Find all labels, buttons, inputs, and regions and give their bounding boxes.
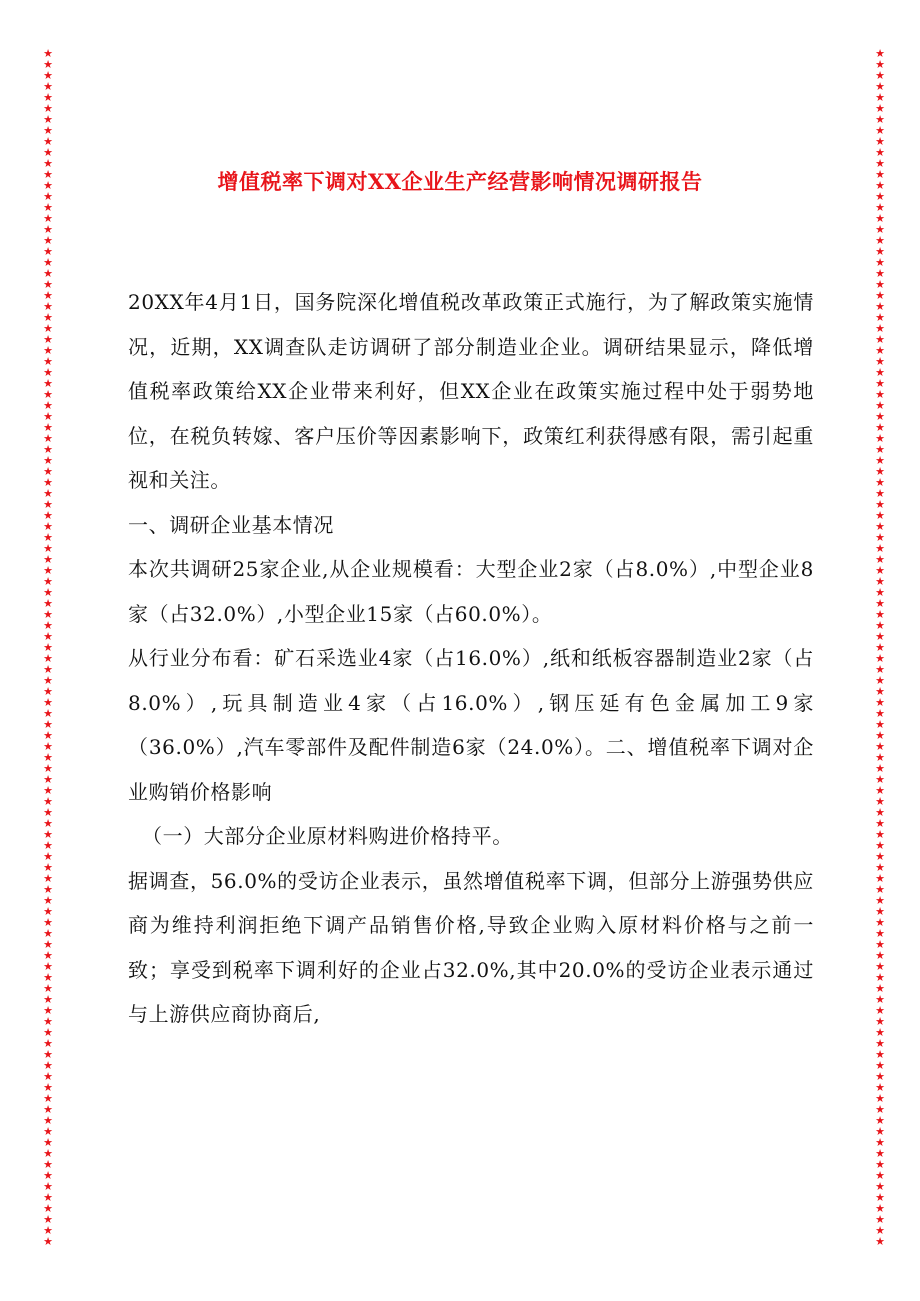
star-icon: ★ — [875, 443, 885, 456]
star-icon: ★ — [875, 949, 885, 962]
star-icon: ★ — [875, 1235, 885, 1248]
star-icon: ★ — [43, 1158, 53, 1171]
intro-paragraph: 20XX年4月1日，国务院深化增值税改革政策正式施行，为了解政策实施情况，近期，XX调查队走访调研了部分制造业企业。调研结果显示，降低增值税率政策给XX企业带来利好，但XX企业在政策实施过程中处于弱势地位，在税负转嫁、客户压价等因素影响下，政策红利获得感有限，需引起重视和关注。 — [128, 290, 814, 492]
star-icon: ★ — [875, 520, 885, 533]
star-icon: ★ — [875, 1070, 885, 1083]
star-icon: ★ — [875, 1114, 885, 1127]
star-icon: ★ — [43, 718, 53, 731]
star-icon: ★ — [43, 245, 53, 258]
star-icon: ★ — [875, 168, 885, 181]
star-icon: ★ — [43, 630, 53, 643]
star-icon: ★ — [43, 300, 53, 313]
star-icon: ★ — [875, 850, 885, 863]
star-icon: ★ — [43, 883, 53, 896]
star-icon: ★ — [43, 773, 53, 786]
star-icon: ★ — [875, 542, 885, 555]
star-icon: ★ — [43, 762, 53, 775]
star-icon: ★ — [43, 1037, 53, 1050]
star-icon: ★ — [43, 1015, 53, 1028]
star-icon: ★ — [875, 1191, 885, 1204]
star-icon: ★ — [875, 718, 885, 731]
document-title: 增值税率下调对XX企业生产经营影响情况调研报告 — [217, 169, 703, 194]
star-icon: ★ — [875, 1213, 885, 1226]
star-icon: ★ — [875, 1103, 885, 1116]
star-icon: ★ — [43, 619, 53, 632]
star-icon: ★ — [43, 608, 53, 621]
star-icon: ★ — [43, 1114, 53, 1127]
star-icon: ★ — [43, 410, 53, 423]
right-star-border — [874, 48, 886, 1254]
star-icon: ★ — [875, 784, 885, 797]
star-icon: ★ — [43, 322, 53, 335]
star-icon: ★ — [875, 146, 885, 159]
star-icon: ★ — [43, 564, 53, 577]
star-icon: ★ — [43, 905, 53, 918]
star-icon: ★ — [875, 421, 885, 434]
star-icon: ★ — [43, 663, 53, 676]
star-icon: ★ — [875, 388, 885, 401]
star-icon: ★ — [875, 245, 885, 258]
star-icon: ★ — [43, 586, 53, 599]
star-icon: ★ — [43, 1147, 53, 1160]
star-icon: ★ — [875, 267, 885, 280]
star-icon: ★ — [43, 575, 53, 588]
star-icon: ★ — [875, 861, 885, 874]
star-icon: ★ — [875, 1037, 885, 1050]
star-icon: ★ — [875, 971, 885, 984]
star-icon: ★ — [43, 740, 53, 753]
star-icon: ★ — [875, 938, 885, 951]
star-icon: ★ — [43, 476, 53, 489]
star-icon: ★ — [43, 707, 53, 720]
star-icon: ★ — [875, 1136, 885, 1149]
star-icon: ★ — [875, 223, 885, 236]
star-icon: ★ — [875, 91, 885, 104]
star-icon: ★ — [875, 795, 885, 808]
star-icon: ★ — [43, 729, 53, 742]
star-icon: ★ — [43, 1070, 53, 1083]
star-icon: ★ — [43, 993, 53, 1006]
star-icon: ★ — [43, 179, 53, 192]
star-icon: ★ — [43, 751, 53, 764]
section-heading-1: 一、调研企业基本情况 — [128, 512, 334, 537]
star-icon: ★ — [43, 1059, 53, 1072]
star-icon: ★ — [875, 674, 885, 687]
star-icon: ★ — [43, 1048, 53, 1061]
star-icon: ★ — [875, 135, 885, 148]
star-icon: ★ — [875, 586, 885, 599]
star-icon: ★ — [43, 212, 53, 225]
star-icon: ★ — [875, 740, 885, 753]
star-icon: ★ — [43, 168, 53, 181]
star-icon: ★ — [875, 1180, 885, 1193]
star-icon: ★ — [875, 377, 885, 390]
star-icon: ★ — [43, 487, 53, 500]
star-icon: ★ — [43, 1081, 53, 1094]
star-icon: ★ — [875, 201, 885, 214]
industry-distribution-paragraph: 从行业分布看：矿石采选业4家（占16.0%）,纸和纸板容器制造业2家（占8.0%）,玩具制造业4家（占16.0%）,钢压延有色金属加工9家（36.0%）,汽车零部件及配件制造6家（24.0%）。二、增值税率下调对企业购销价格影响 — [128, 646, 814, 804]
left-star-border — [42, 48, 54, 1254]
star-icon: ★ — [43, 91, 53, 104]
star-icon: ★ — [43, 531, 53, 544]
star-icon: ★ — [43, 267, 53, 280]
star-icon: ★ — [875, 564, 885, 577]
star-icon: ★ — [43, 641, 53, 654]
star-icon: ★ — [875, 410, 885, 423]
star-icon: ★ — [875, 960, 885, 973]
star-icon: ★ — [43, 223, 53, 236]
star-icon: ★ — [875, 1004, 885, 1017]
star-icon: ★ — [43, 872, 53, 885]
star-icon: ★ — [43, 234, 53, 247]
star-icon: ★ — [875, 1048, 885, 1061]
star-icon: ★ — [43, 971, 53, 984]
star-icon: ★ — [43, 1169, 53, 1182]
star-icon: ★ — [875, 212, 885, 225]
star-icon: ★ — [43, 256, 53, 269]
star-icon: ★ — [875, 1092, 885, 1105]
star-icon: ★ — [875, 575, 885, 588]
star-icon: ★ — [43, 1180, 53, 1193]
star-icon: ★ — [43, 685, 53, 698]
star-icon: ★ — [875, 344, 885, 357]
star-icon: ★ — [43, 498, 53, 511]
star-icon: ★ — [875, 102, 885, 115]
star-icon: ★ — [43, 135, 53, 148]
star-icon: ★ — [875, 432, 885, 445]
star-icon: ★ — [43, 1191, 53, 1204]
star-icon: ★ — [875, 48, 885, 60]
star-icon: ★ — [43, 377, 53, 390]
star-icon: ★ — [43, 597, 53, 610]
star-icon: ★ — [43, 1004, 53, 1017]
star-icon: ★ — [875, 333, 885, 346]
star-icon: ★ — [875, 509, 885, 522]
star-icon: ★ — [875, 355, 885, 368]
star-icon: ★ — [875, 69, 885, 82]
star-icon: ★ — [43, 817, 53, 830]
star-icon: ★ — [875, 58, 885, 71]
star-icon: ★ — [43, 949, 53, 962]
star-icon: ★ — [43, 344, 53, 357]
star-icon: ★ — [43, 48, 53, 60]
document-body — [128, 280, 814, 1037]
star-icon: ★ — [875, 476, 885, 489]
star-icon: ★ — [43, 520, 53, 533]
star-icon: ★ — [875, 1202, 885, 1215]
star-icon: ★ — [875, 190, 885, 203]
star-icon: ★ — [875, 883, 885, 896]
star-icon: ★ — [43, 278, 53, 291]
star-icon: ★ — [875, 289, 885, 302]
star-icon: ★ — [43, 982, 53, 995]
star-icon: ★ — [875, 696, 885, 709]
star-icon: ★ — [43, 465, 53, 478]
star-icon: ★ — [43, 795, 53, 808]
star-icon: ★ — [875, 685, 885, 698]
star-icon: ★ — [43, 509, 53, 522]
star-icon: ★ — [43, 960, 53, 973]
star-icon: ★ — [875, 1125, 885, 1138]
star-icon: ★ — [43, 542, 53, 555]
star-icon: ★ — [43, 1103, 53, 1116]
star-icon: ★ — [43, 828, 53, 841]
star-icon: ★ — [875, 707, 885, 720]
star-icon: ★ — [43, 938, 53, 951]
star-icon: ★ — [43, 311, 53, 324]
star-icon: ★ — [43, 190, 53, 203]
star-icon: ★ — [875, 157, 885, 170]
star-icon: ★ — [43, 1235, 53, 1248]
star-icon: ★ — [875, 872, 885, 885]
star-icon: ★ — [875, 1015, 885, 1028]
star-icon: ★ — [875, 179, 885, 192]
star-icon: ★ — [43, 1224, 53, 1237]
enterprise-scale-paragraph: 本次共调研25家企业,从企业规模看：大型企业2家（占8.0%）,中型企业8家（占32.0%）,小型企业15家（占60.0%）。 — [128, 557, 814, 626]
star-icon: ★ — [875, 641, 885, 654]
star-icon: ★ — [43, 157, 53, 170]
star-icon: ★ — [875, 322, 885, 335]
star-icon: ★ — [43, 1213, 53, 1226]
star-icon: ★ — [43, 124, 53, 137]
star-icon: ★ — [43, 113, 53, 126]
star-icon: ★ — [43, 850, 53, 863]
star-icon: ★ — [43, 443, 53, 456]
star-icon: ★ — [875, 278, 885, 291]
star-icon: ★ — [875, 1169, 885, 1182]
star-icon: ★ — [875, 663, 885, 676]
star-icon: ★ — [875, 729, 885, 742]
star-icon: ★ — [875, 652, 885, 665]
star-icon: ★ — [875, 1158, 885, 1171]
star-icon: ★ — [875, 751, 885, 764]
star-icon: ★ — [875, 773, 885, 786]
star-icon: ★ — [875, 762, 885, 775]
star-icon: ★ — [43, 696, 53, 709]
star-icon: ★ — [43, 1202, 53, 1215]
star-icon: ★ — [43, 366, 53, 379]
star-icon: ★ — [875, 927, 885, 940]
star-icon: ★ — [43, 146, 53, 159]
star-icon: ★ — [43, 58, 53, 71]
star-icon: ★ — [43, 1136, 53, 1149]
star-icon: ★ — [875, 619, 885, 632]
star-icon: ★ — [43, 355, 53, 368]
star-icon: ★ — [875, 124, 885, 137]
star-icon: ★ — [875, 817, 885, 830]
star-icon: ★ — [875, 487, 885, 500]
star-icon: ★ — [43, 399, 53, 412]
star-icon: ★ — [875, 234, 885, 247]
star-icon: ★ — [43, 1125, 53, 1138]
star-icon: ★ — [875, 465, 885, 478]
star-icon: ★ — [875, 894, 885, 907]
star-icon: ★ — [875, 608, 885, 621]
star-icon: ★ — [875, 531, 885, 544]
star-icon: ★ — [43, 1092, 53, 1105]
star-icon: ★ — [875, 905, 885, 918]
star-icon: ★ — [875, 1059, 885, 1072]
star-icon: ★ — [875, 1147, 885, 1160]
star-icon: ★ — [875, 80, 885, 93]
star-icon: ★ — [875, 1081, 885, 1094]
star-icon: ★ — [875, 553, 885, 566]
survey-findings-paragraph: 据调查，56.0%的受访企业表示，虽然增值税率下调，但部分上游强势供应商为维持利润拒绝下调产品销售价格,导致企业购入原材料价格与之前一致；享受到税率下调利好的企业占32.0%,其中20.0%的受访企业表示通过与上游供应商协商后, — [128, 868, 814, 1026]
star-icon: ★ — [875, 498, 885, 511]
star-icon: ★ — [875, 982, 885, 995]
star-icon: ★ — [875, 916, 885, 929]
star-icon: ★ — [43, 927, 53, 940]
star-icon: ★ — [875, 113, 885, 126]
star-icon: ★ — [43, 1026, 53, 1039]
star-icon: ★ — [875, 366, 885, 379]
star-icon: ★ — [43, 861, 53, 874]
star-icon: ★ — [43, 388, 53, 401]
star-icon: ★ — [43, 894, 53, 907]
star-icon: ★ — [875, 597, 885, 610]
star-icon: ★ — [43, 839, 53, 852]
star-icon: ★ — [43, 652, 53, 665]
star-icon: ★ — [43, 333, 53, 346]
subsection-heading-1: （一）大部分企业原材料购进价格持平。 — [142, 824, 513, 848]
star-icon: ★ — [43, 102, 53, 115]
star-icon: ★ — [43, 201, 53, 214]
star-icon: ★ — [875, 828, 885, 841]
star-icon: ★ — [43, 784, 53, 797]
star-icon: ★ — [875, 1224, 885, 1237]
star-icon: ★ — [43, 916, 53, 929]
star-icon: ★ — [875, 399, 885, 412]
star-icon: ★ — [43, 421, 53, 434]
star-icon: ★ — [43, 454, 53, 467]
star-icon: ★ — [43, 553, 53, 566]
star-icon: ★ — [43, 432, 53, 445]
star-icon: ★ — [875, 1026, 885, 1039]
star-icon: ★ — [43, 806, 53, 819]
star-icon: ★ — [875, 311, 885, 324]
star-icon: ★ — [43, 289, 53, 302]
star-icon: ★ — [875, 630, 885, 643]
star-icon: ★ — [43, 674, 53, 687]
star-icon: ★ — [875, 806, 885, 819]
star-icon: ★ — [43, 80, 53, 93]
star-icon: ★ — [875, 300, 885, 313]
star-icon: ★ — [875, 256, 885, 269]
star-icon: ★ — [43, 69, 53, 82]
star-icon: ★ — [875, 839, 885, 852]
star-icon: ★ — [875, 993, 885, 1006]
star-icon: ★ — [875, 454, 885, 467]
